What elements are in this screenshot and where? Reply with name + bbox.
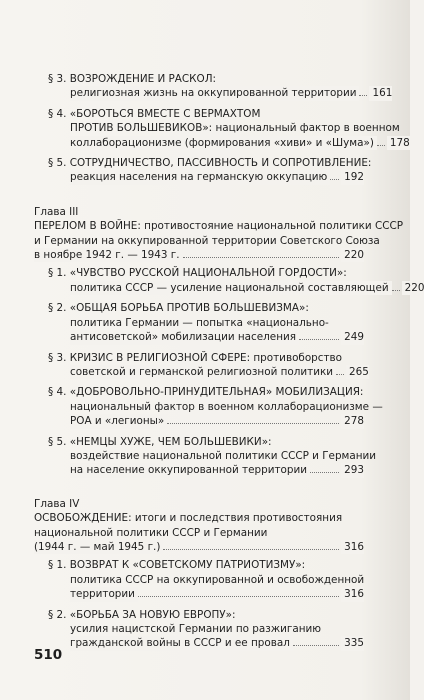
entry-line: РОА и «легионы» 278 [70, 415, 364, 428]
toc-entry [48, 385, 383, 428]
chapter-title-line: (1944 г. — май 1945 г.) 316 [34, 540, 364, 553]
chapter-title-line: в ноябре 1942 г. — 1943 г. 220 [34, 249, 364, 262]
entry-line: политика Германии — попытка «национально- [70, 316, 329, 329]
chapter-4 [34, 497, 364, 651]
entry-line: ПРОТИВ БОЛЬШЕВИКОВ»: национальный фактор в военном [70, 122, 400, 135]
toc-entry [48, 301, 364, 344]
entry-line: гражданской войны в СССР и ее провал 335 [70, 637, 364, 650]
chapter-label: Глава III [34, 205, 79, 218]
page-number: 316 [341, 540, 364, 554]
page-number: 316 [341, 587, 364, 601]
page-number: 293 [341, 463, 364, 477]
entry-heading: § 1. ВОЗВРАТ К «СОВЕТСКОМУ ПАТРИОТИЗМУ»: [48, 559, 306, 572]
entry-heading: § 3. КРИЗИС В РЕЛИГИОЗНОЙ СФЕРЕ: противоборство [48, 351, 343, 364]
entry-line: политика СССР — усиление национальной составляющей 220 [70, 281, 424, 294]
entry-line: усилия нацистской Германии по разжиганию [70, 623, 322, 635]
entry-heading: § 2. «ОБЩАЯ БОРЬБА ПРОТИВ БОЛЬШЕВИЗМА»: [48, 302, 309, 315]
entry-heading: § 5. «НЕМЦЫ ХУЖЕ, ЧЕМ БОЛЬШЕВИКИ»: [48, 435, 272, 448]
entry-heading: § 4. «БОРОТЬСЯ ВМЕСТЕ С ВЕРМАХТОМ [48, 107, 261, 120]
entry-line: политика СССР на оккупированной и освобожденной [70, 573, 365, 586]
toc-entry [48, 107, 410, 150]
page-number: 220 [402, 281, 424, 295]
entry-line: реакция населения на германскую оккупацию 192 [70, 171, 364, 184]
entry-line: антисоветской» мобилизации населения 249 [70, 331, 364, 344]
entry-line: территории 316 [70, 588, 364, 601]
chapter-3 [34, 205, 424, 478]
entry-heading: § 4. «ДОБРОВОЛЬНО-ПРИНУДИТЕЛЬНАЯ» МОБИЛИЗАЦИЯ: [48, 386, 364, 399]
toc-entry [48, 608, 364, 651]
toc-entry [48, 72, 393, 101]
entry-line: на население оккупированной территории 293 [70, 464, 364, 477]
entry-line: воздействие национальной политики СССР и Германии [70, 449, 377, 462]
table-of-contents [34, 72, 424, 651]
chapter-title-line: ПЕРЕЛОМ В ВОЙНЕ: противостояние национальной политики СССР [34, 220, 403, 233]
page-number: 249 [341, 330, 364, 344]
toc-entry [48, 435, 377, 478]
entry-heading: § 2. «БОРЬБА ЗА НОВУЮ ЕВРОПУ»: [48, 608, 236, 621]
chapter-title-line: национальной политики СССР и Германии [34, 526, 268, 539]
page-number: 335 [341, 636, 364, 650]
page-number: 192 [341, 170, 364, 184]
entry-line: коллаборационизме (формирования «хиви» и «Шума») 178 [70, 136, 410, 149]
toc-entry [48, 156, 372, 185]
page-number: 178 [387, 136, 410, 150]
chapter-label: Глава IV [34, 497, 80, 510]
toc-entry [48, 266, 424, 295]
page-number: 278 [341, 414, 364, 428]
toc-entry [48, 558, 364, 601]
entry-line: национальный фактор в военном коллаборационизме — [70, 400, 383, 413]
toc-entry [48, 351, 369, 380]
entry-heading: § 1. «ЧУВСТВО РУССКОЙ НАЦИОНАЛЬНОЙ ГОРДОСТИ»: [48, 267, 347, 280]
page-number: 220 [341, 248, 364, 262]
entry-line: религиозная жизнь на оккупированной территории 161 [70, 87, 393, 100]
entry-line: советской и германской религиозной политики 265 [70, 365, 369, 378]
page-number: 161 [369, 86, 392, 100]
chapter-title-line: ОСВОБОЖДЕНИЕ: итоги и последствия противостояния [34, 512, 343, 525]
entry-heading: § 5. СОТРУДНИЧЕСТВО, ПАССИВНОСТЬ И СОПРОТИВЛЕНИЕ: [48, 157, 372, 170]
entry-heading: § 3. ВОЗРОЖДЕНИЕ И РАСКОЛ: [48, 73, 217, 85]
page-number: 265 [346, 365, 369, 379]
page-folio: 510 [34, 647, 63, 663]
chapter-title-line: и Германии на оккупированной территории Советского Союза [34, 234, 380, 247]
